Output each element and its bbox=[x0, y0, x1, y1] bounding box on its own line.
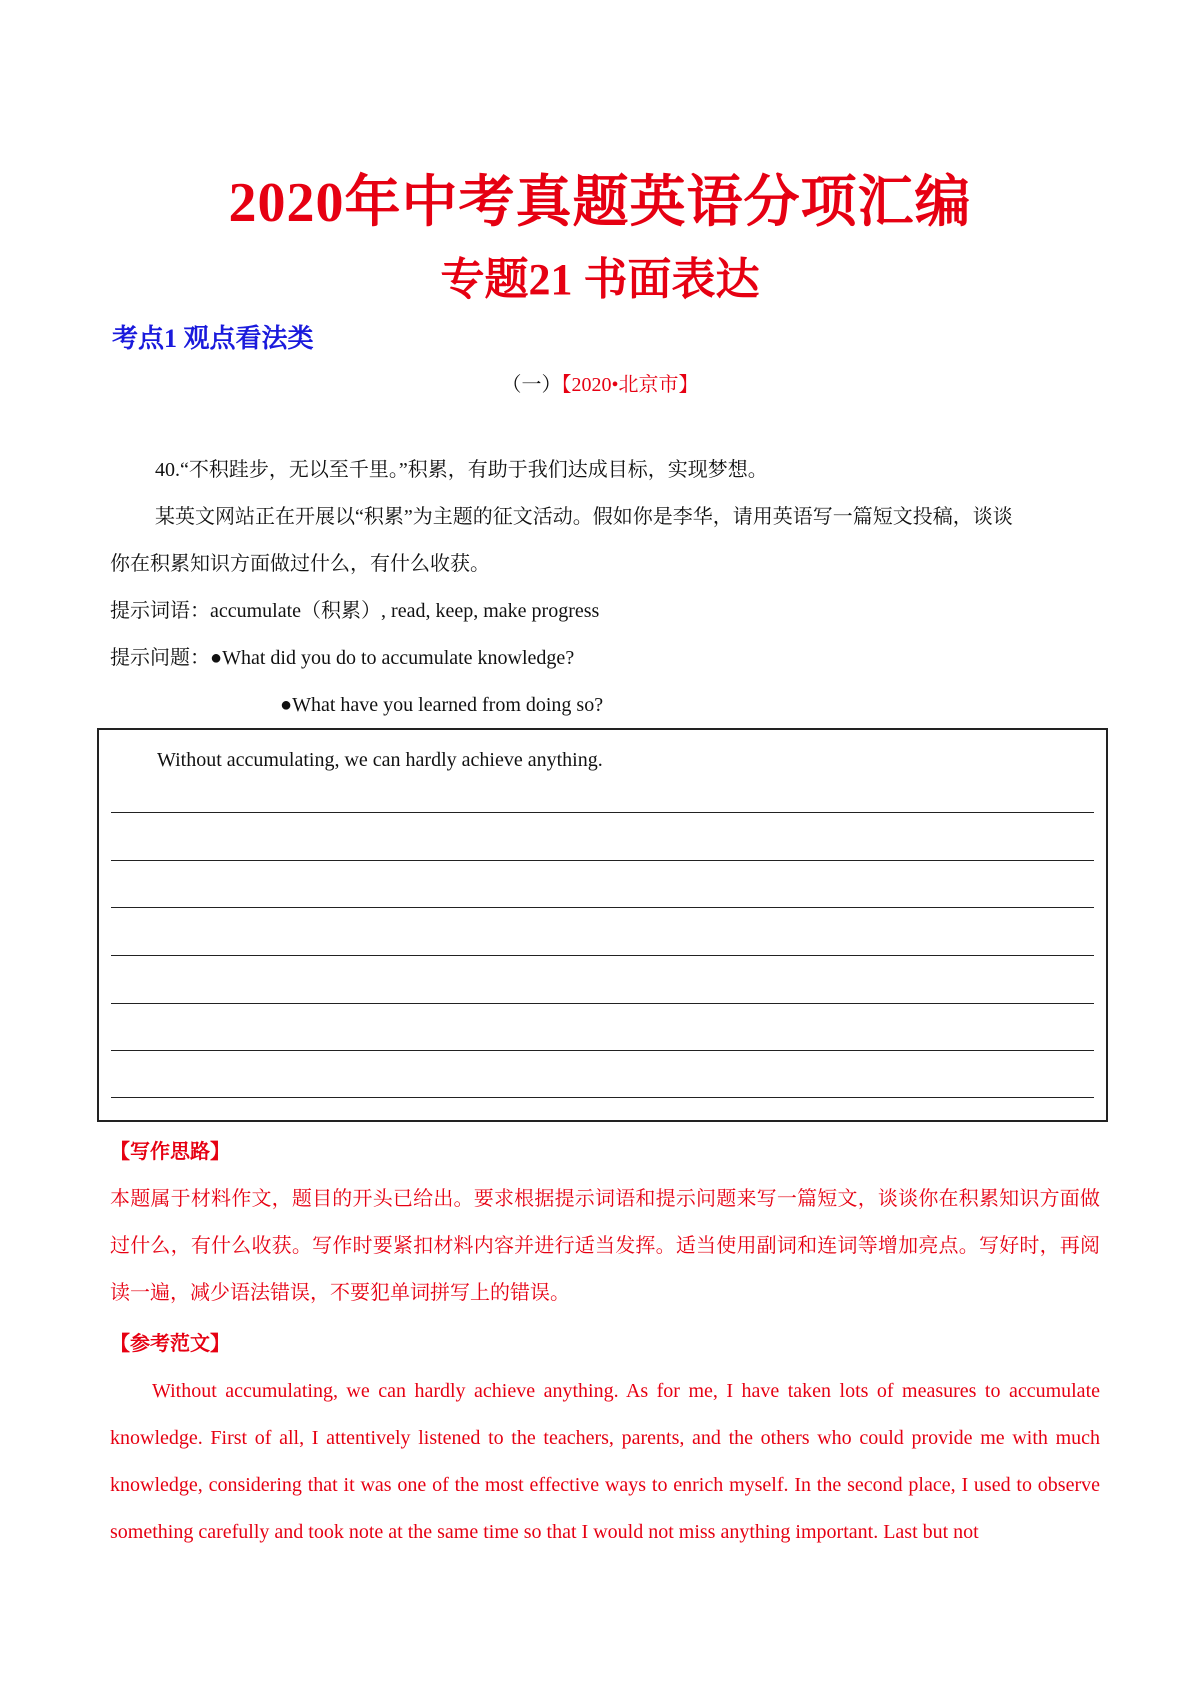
answer-box bbox=[97, 728, 1108, 1122]
hint-question-2: ●What have you learned from doing so? bbox=[280, 694, 604, 716]
sample-essay-text: Without accumulating, we can hardly achieve anything. As for me, I have taken lots of measures to accumulate knowledge. First of all, I attentively listened to the teachers, parents, and the others who could provide me with much knowledge, considering that it was one of the most effective ways to enrich myself. In the second place, I used to observe something carefully and took note at the same time so that I would not miss anything important. Last but not bbox=[110, 1380, 1100, 1543]
document-title: 2020年中考真题英语分项汇编 bbox=[228, 172, 972, 234]
question-line-2: 某英文网站正在开展以“积累”为主题的征文活动。假如你是李华，请用英语写一篇短文投稿，谈谈 bbox=[155, 506, 1013, 528]
writing-line bbox=[111, 812, 1094, 813]
sample-heading: 【参考范文】 bbox=[110, 1333, 230, 1355]
hint-questions bbox=[110, 646, 574, 670]
hint-questions-label: 提示问题： bbox=[110, 647, 210, 669]
writing-line bbox=[111, 1050, 1094, 1051]
writing-line bbox=[111, 955, 1094, 956]
document-subtitle: 专题21 书面表达 bbox=[440, 255, 760, 304]
question-source bbox=[0, 368, 1200, 397]
writing-line bbox=[111, 1097, 1094, 1098]
writing-line bbox=[111, 1003, 1094, 1004]
source-tag: 【2020•北京市】 bbox=[561, 374, 699, 396]
analysis-text: 本题属于材料作文，题目的开头已给出。要求根据提示词语和提示问题来写一篇短文，谈谈你在积累知识方面做过什么，有什么收获。写作时要紧扣材料内容并进行适当发挥。适当使用副词和连词等增加亮点。写好时，再阅读一遍，减少语法错误，不要犯单词拼写上的错误。 bbox=[110, 1188, 1100, 1304]
analysis-heading: 【写作思路】 bbox=[110, 1141, 230, 1163]
answer-box-opening: Without accumulating, we can hardly achieve anything. bbox=[157, 749, 603, 771]
question-line-1: 40.“不积跬步，无以至千里。”积累，有助于我们达成目标，实现梦想。 bbox=[155, 459, 768, 481]
source-prefix: （一） bbox=[501, 374, 562, 396]
question-line-3: 你在积累知识方面做过什么，有什么收获。 bbox=[110, 553, 490, 575]
writing-line bbox=[111, 907, 1094, 908]
writing-line bbox=[111, 860, 1094, 861]
section-heading: 考点1 观点看法类 bbox=[112, 324, 314, 353]
hint-question-1: ●What did you do to accumulate knowledge? bbox=[210, 647, 575, 669]
hint-words: 提示词语：accumulate（积累）, read, keep, make progress bbox=[110, 600, 600, 622]
